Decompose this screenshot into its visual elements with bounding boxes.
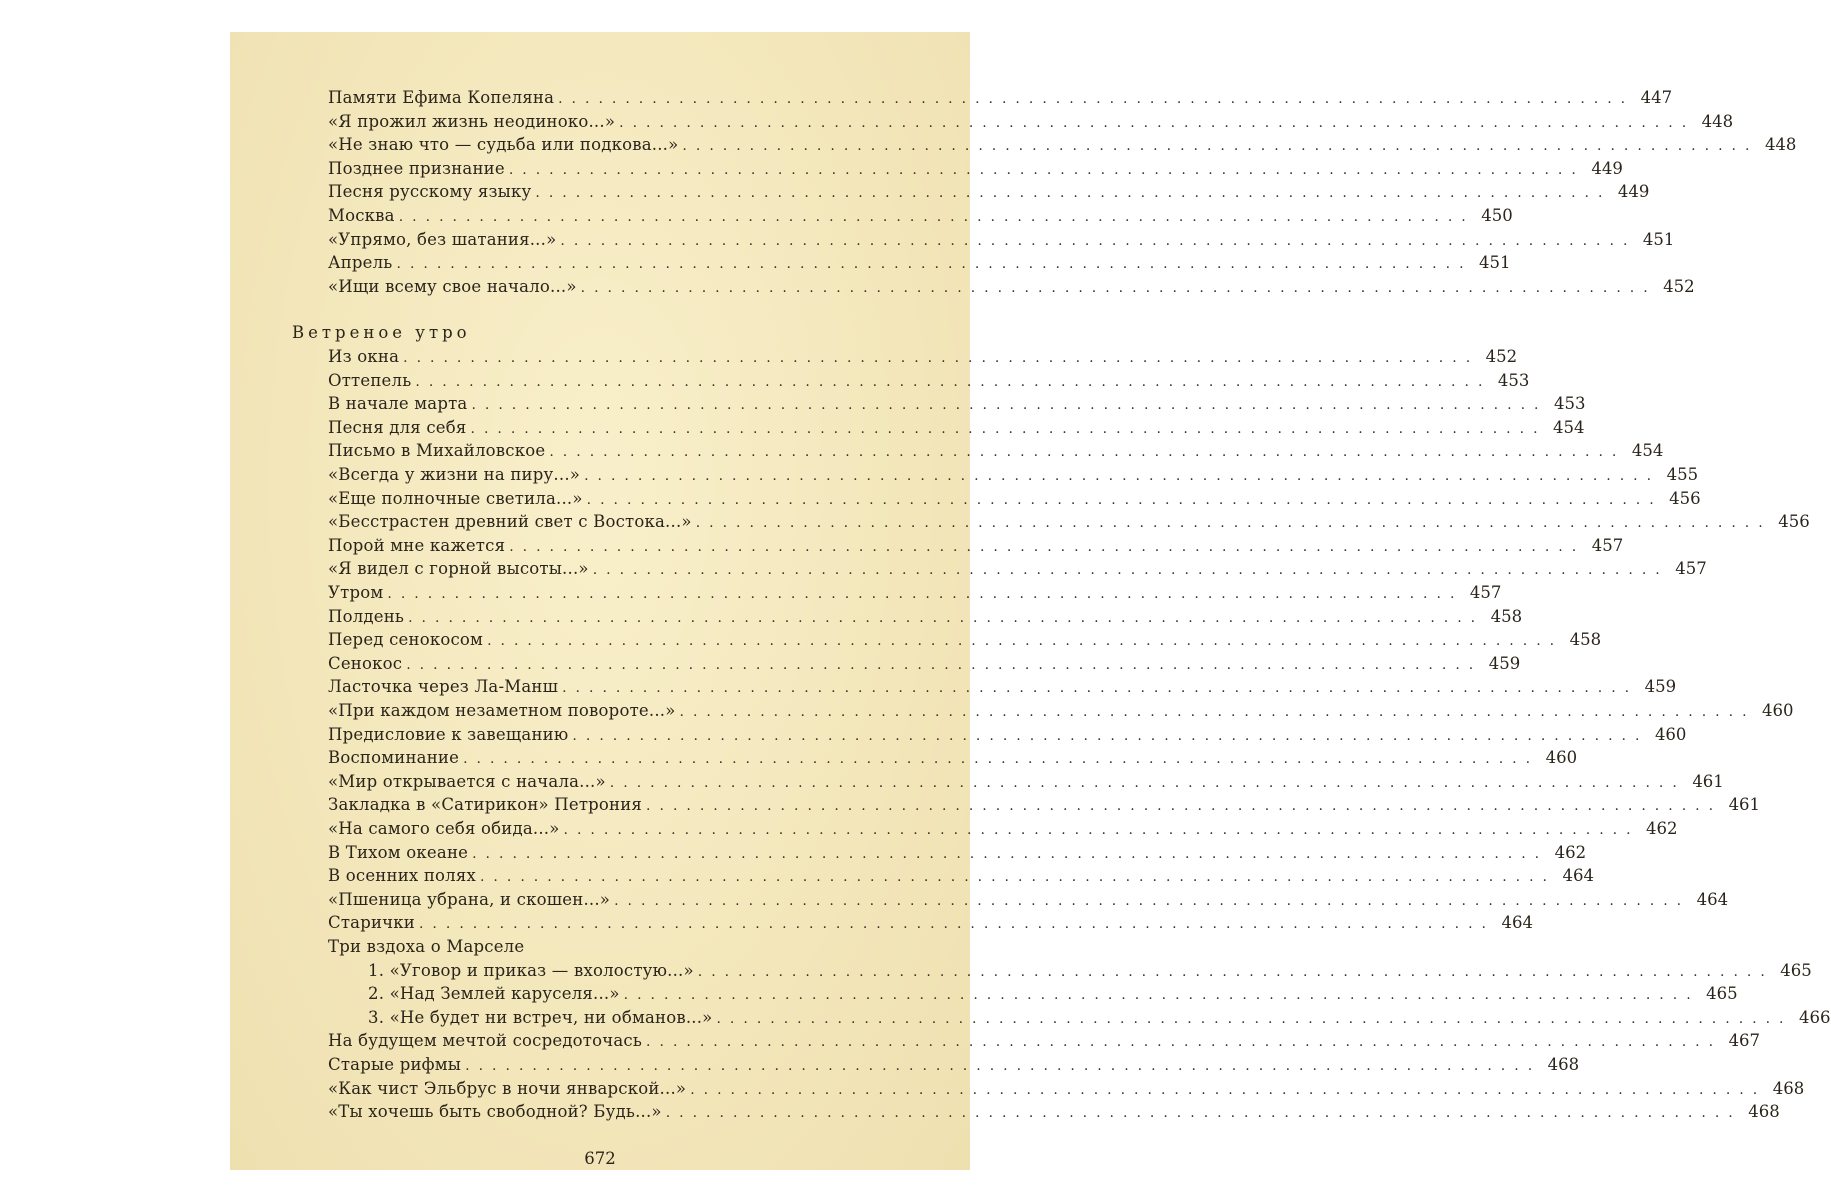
toc-entry-page: 464 <box>1696 889 1729 909</box>
toc-entry-title: 2. «Над Землей каруселя...» <box>368 984 620 1004</box>
dot-leader: ................................................................................ <box>470 420 1547 437</box>
dot-leader: ................................................................................ <box>406 656 1483 673</box>
dot-leader: ................................................................................ <box>487 633 1564 650</box>
dot-leader: ................................................................................ <box>679 704 1756 720</box>
toc-entry-page: 457 <box>1591 535 1624 555</box>
toc-entry-title: «Всегда у жизни на пиру...» <box>328 465 581 484</box>
toc-entry[interactable] <box>368 984 1738 1007</box>
toc-entry-title: «При каждом незаметном повороте...» <box>328 701 676 720</box>
toc-entry[interactable] <box>328 748 1578 771</box>
toc-entry[interactable] <box>328 465 1699 488</box>
toc-entry-title: Воспоминание <box>328 748 460 768</box>
dot-leader: ................................................................................ <box>646 1034 1723 1051</box>
toc-entry-page: 447 <box>1640 88 1673 107</box>
toc-entry-title: Оттепель <box>328 370 412 390</box>
toc-entry-title: «Бесстрастен древний свет с Востока...» <box>328 512 692 532</box>
toc-entry-page: 450 <box>1481 206 1513 225</box>
dot-leader: ................................................................................ <box>472 845 1549 862</box>
dot-leader: ................................................................................ <box>465 1058 1542 1074</box>
toc-entry-title: Полдень <box>328 606 405 626</box>
toc-entry-title: Старые рифмы <box>328 1055 462 1074</box>
toc-entry[interactable] <box>328 771 1724 795</box>
toc-entry-page: 465 <box>1780 960 1812 980</box>
toc-entry-page: 464 <box>1501 913 1533 933</box>
toc-entry[interactable] <box>328 182 1650 205</box>
dot-leader: ................................................................................ <box>586 491 1663 508</box>
toc-entry-title: Предисловие к завещанию <box>328 724 569 744</box>
toc-entry-page: 467 <box>1728 1031 1761 1051</box>
dot-leader: ................................................................................ <box>535 185 1612 202</box>
page-number: 672 <box>584 1149 616 1168</box>
toc-entry[interactable] <box>328 937 922 960</box>
toc-entry[interactable] <box>328 135 1797 158</box>
toc-entry[interactable] <box>328 701 1794 724</box>
toc-entry[interactable] <box>328 512 1810 535</box>
toc-entry-title: «Ищи всему свое начало...» <box>328 276 577 296</box>
toc-entry-title: «Мир открывается с начала...» <box>328 771 606 791</box>
toc-entry-title: «Еще полночные светила...» <box>328 488 583 508</box>
toc-entry-title: «Пшеница убрана, и скошен...» <box>328 889 611 909</box>
toc-entry-page: 466 <box>1799 1007 1831 1027</box>
toc-entry-page: 453 <box>1497 370 1530 390</box>
section-heading: Ветреное утро <box>292 323 471 343</box>
toc-entry-page: 458 <box>1569 630 1602 650</box>
dot-leader: ................................................................................ <box>396 256 1473 273</box>
toc-entry[interactable] <box>328 441 1664 464</box>
toc-entry-title: «Я видел с горной высоты...» <box>328 559 589 579</box>
toc-entry-title: Памяти Ефима Копеляна <box>328 88 555 107</box>
toc-entry[interactable] <box>328 394 1586 417</box>
toc-entry[interactable] <box>328 630 1602 653</box>
toc-entry-page: 464 <box>1562 866 1594 886</box>
toc-entry-title: Апрель <box>328 253 393 273</box>
dot-leader: ................................................................................ <box>665 1105 1742 1122</box>
toc-entry-title: Письмо в Михайловское <box>328 441 546 461</box>
toc-entry-title: 1. «Уговор и приказ — вхолостую...» <box>368 960 694 980</box>
toc-entry-page: 448 <box>1764 135 1797 155</box>
dot-leader: ................................................................................ <box>646 798 1723 815</box>
toc-entry-page: 459 <box>1644 677 1677 697</box>
dot-leader: ................................................................................ <box>697 963 1774 980</box>
toc-entry-title: «Не знаю что — судьба или подкова...» <box>328 135 679 155</box>
toc-entry[interactable] <box>328 347 1518 370</box>
toc-entry[interactable] <box>328 88 1673 111</box>
dot-leader: ................................................................................ <box>508 161 1585 178</box>
toc-entry-page: 455 <box>1666 465 1699 484</box>
toc-entry[interactable] <box>328 276 1695 300</box>
dot-leader: ................................................................................ <box>563 822 1640 838</box>
toc-entry[interactable] <box>328 1102 1780 1125</box>
dot-leader: ................................................................................ <box>682 138 1759 155</box>
toc-entry-title: Москва <box>328 206 395 225</box>
toc-entry-page: 452 <box>1485 347 1518 366</box>
toc-entry[interactable] <box>328 1031 1761 1054</box>
toc-entry-title: В начале марта <box>328 394 468 414</box>
toc-entry-page: 449 <box>1591 158 1623 178</box>
toc-entry-page: 451 <box>1642 229 1675 249</box>
toc-entry-page: 453 <box>1553 394 1586 414</box>
dot-leader: ................................................................................ <box>572 727 1649 744</box>
toc-entry-title: Три вздоха о Марселе <box>328 937 525 956</box>
toc-entry[interactable] <box>328 535 1624 559</box>
toc-entry-page: 458 <box>1490 606 1523 626</box>
toc-entry[interactable] <box>328 1078 1805 1102</box>
toc-entry[interactable] <box>328 1055 1580 1078</box>
dot-leader: ................................................................................ <box>471 397 1548 414</box>
toc-entry-page: 454 <box>1631 441 1664 461</box>
toc-entry-page: 460 <box>1762 701 1794 720</box>
toc-entry-title: «Ты хочешь быть свободной? Будь...» <box>328 1102 662 1122</box>
dot-leader: ................................................................................ <box>592 562 1669 579</box>
toc-entry-page: 451 <box>1479 253 1511 273</box>
toc-entry-page: 454 <box>1553 417 1585 437</box>
dot-leader: ................................................................................ <box>463 751 1540 768</box>
toc-entry-page: 449 <box>1617 182 1650 202</box>
dot-leader: ................................................................................ <box>584 468 1661 484</box>
toc-entry-title: На будущем мечтой сосредоточась <box>328 1031 643 1051</box>
toc-entry-title: В Тихом океане <box>328 842 469 862</box>
toc-entry-title: Песня русскому языку <box>328 182 532 202</box>
toc-entry-title: 3. «Не будет ни встреч, ни обманов...» <box>368 1007 713 1027</box>
toc-entry[interactable] <box>328 889 1729 913</box>
toc-entry[interactable] <box>328 229 1675 253</box>
toc-entry-page: 448 <box>1701 111 1734 131</box>
toc-entry[interactable] <box>328 795 1761 818</box>
toc-entry-page: 461 <box>1728 795 1761 815</box>
toc-entry[interactable] <box>328 206 1513 229</box>
toc-entry-title: «Как чист Эльбрус в ночи январской...» <box>328 1078 687 1098</box>
dot-leader: ................................................................................ <box>580 279 1657 296</box>
toc-entry-title: Песня для себя <box>328 417 467 437</box>
toc-entry[interactable] <box>328 866 1594 889</box>
dot-leader: ................................................................................ <box>690 1081 1767 1098</box>
dot-leader: ................................................................................ <box>549 444 1626 461</box>
toc-entry-page: 456 <box>1669 488 1701 508</box>
dot-leader: ................................................................................ <box>403 350 1480 366</box>
dot-leader: ................................................................................ <box>623 987 1700 1004</box>
dot-leader: ................................................................................ <box>558 91 1635 107</box>
dot-leader: ................................................................................ <box>387 586 1464 602</box>
toc-entry[interactable] <box>328 111 1734 135</box>
dot-leader: ................................................................................ <box>415 373 1492 390</box>
toc-entry-page: 456 <box>1778 512 1810 532</box>
dot-leader: ................................................................................ <box>609 774 1686 791</box>
toc-entry[interactable] <box>328 653 1521 677</box>
toc-entry-page: 462 <box>1554 842 1587 862</box>
dot-leader: ................................................................................ <box>562 680 1639 697</box>
toc-entry[interactable] <box>328 158 1623 182</box>
dot-leader: ................................................................................ <box>479 869 1556 886</box>
toc-entry-title: «Упрямо, без шатания...» <box>328 229 557 249</box>
toc-entry[interactable] <box>328 677 1677 700</box>
dot-leader: ................................................................................ <box>418 916 1495 933</box>
toc-entry[interactable] <box>328 842 1587 866</box>
dot-leader: ................................................................................ <box>509 538 1586 555</box>
toc-entry-title: Закладка в «Сатирикон» Петрония <box>328 795 643 815</box>
toc-entry[interactable] <box>368 1007 1831 1031</box>
book-page <box>230 32 1831 1170</box>
dot-leader: ................................................................................ <box>695 515 1772 532</box>
toc-entry-title: Ласточка через Ла-Манш <box>328 677 559 697</box>
toc-entry[interactable] <box>328 913 1533 936</box>
toc-entry-page: 460 <box>1654 724 1687 744</box>
toc-entry-page: 465 <box>1706 984 1738 1004</box>
toc-entry-page: 468 <box>1748 1102 1780 1122</box>
toc-entry-page: 457 <box>1469 583 1502 602</box>
toc-entry[interactable] <box>328 370 1530 394</box>
toc-entry-page: 459 <box>1488 653 1521 673</box>
toc-entry-page: 460 <box>1545 748 1578 768</box>
toc-entry-title: Из окна <box>328 347 400 366</box>
toc-entry-title: Позднее признание <box>328 158 505 178</box>
toc-entry[interactable] <box>328 606 1523 630</box>
dot-leader: ................................................................................ <box>408 609 1485 626</box>
toc-entry-title: Старички <box>328 913 415 933</box>
toc-entry-title: Утром <box>328 583 384 602</box>
dot-leader: ................................................................................ <box>716 1010 1793 1027</box>
dot-leader: ................................................................................ <box>398 209 1475 225</box>
toc-entry[interactable] <box>328 819 1678 842</box>
dot-leader: ................................................................................ <box>614 892 1691 909</box>
toc-entry-page: 457 <box>1675 559 1707 579</box>
toc-entry[interactable] <box>328 559 1707 582</box>
toc-entry[interactable] <box>328 724 1687 748</box>
dot-leader: ................................................................................ <box>619 114 1696 131</box>
toc-entry[interactable] <box>328 253 1511 276</box>
toc-entry-title: Порой мне кажется <box>328 535 506 555</box>
toc-entry[interactable] <box>368 960 1812 984</box>
toc-entry-title: «Я прожил жизнь неодиноко...» <box>328 111 616 131</box>
toc-entry-title: Сенокос <box>328 653 403 673</box>
toc-entry[interactable] <box>328 488 1701 512</box>
toc-entry[interactable] <box>328 417 1585 441</box>
toc-entry[interactable] <box>328 583 1502 606</box>
toc-entry-title: «На самого себя обида...» <box>328 819 560 838</box>
toc-entry-page: 461 <box>1692 771 1724 791</box>
toc-entry-page: 462 <box>1646 819 1678 838</box>
toc-entry-page: 468 <box>1772 1078 1805 1098</box>
dot-leader: ................................................................................ <box>560 232 1637 249</box>
toc-entry-title: В осенних полях <box>328 866 476 886</box>
toc-entry-title: Перед сенокосом <box>328 630 484 650</box>
toc-entry-page: 468 <box>1547 1055 1580 1074</box>
toc-entry-page: 452 <box>1663 276 1695 296</box>
